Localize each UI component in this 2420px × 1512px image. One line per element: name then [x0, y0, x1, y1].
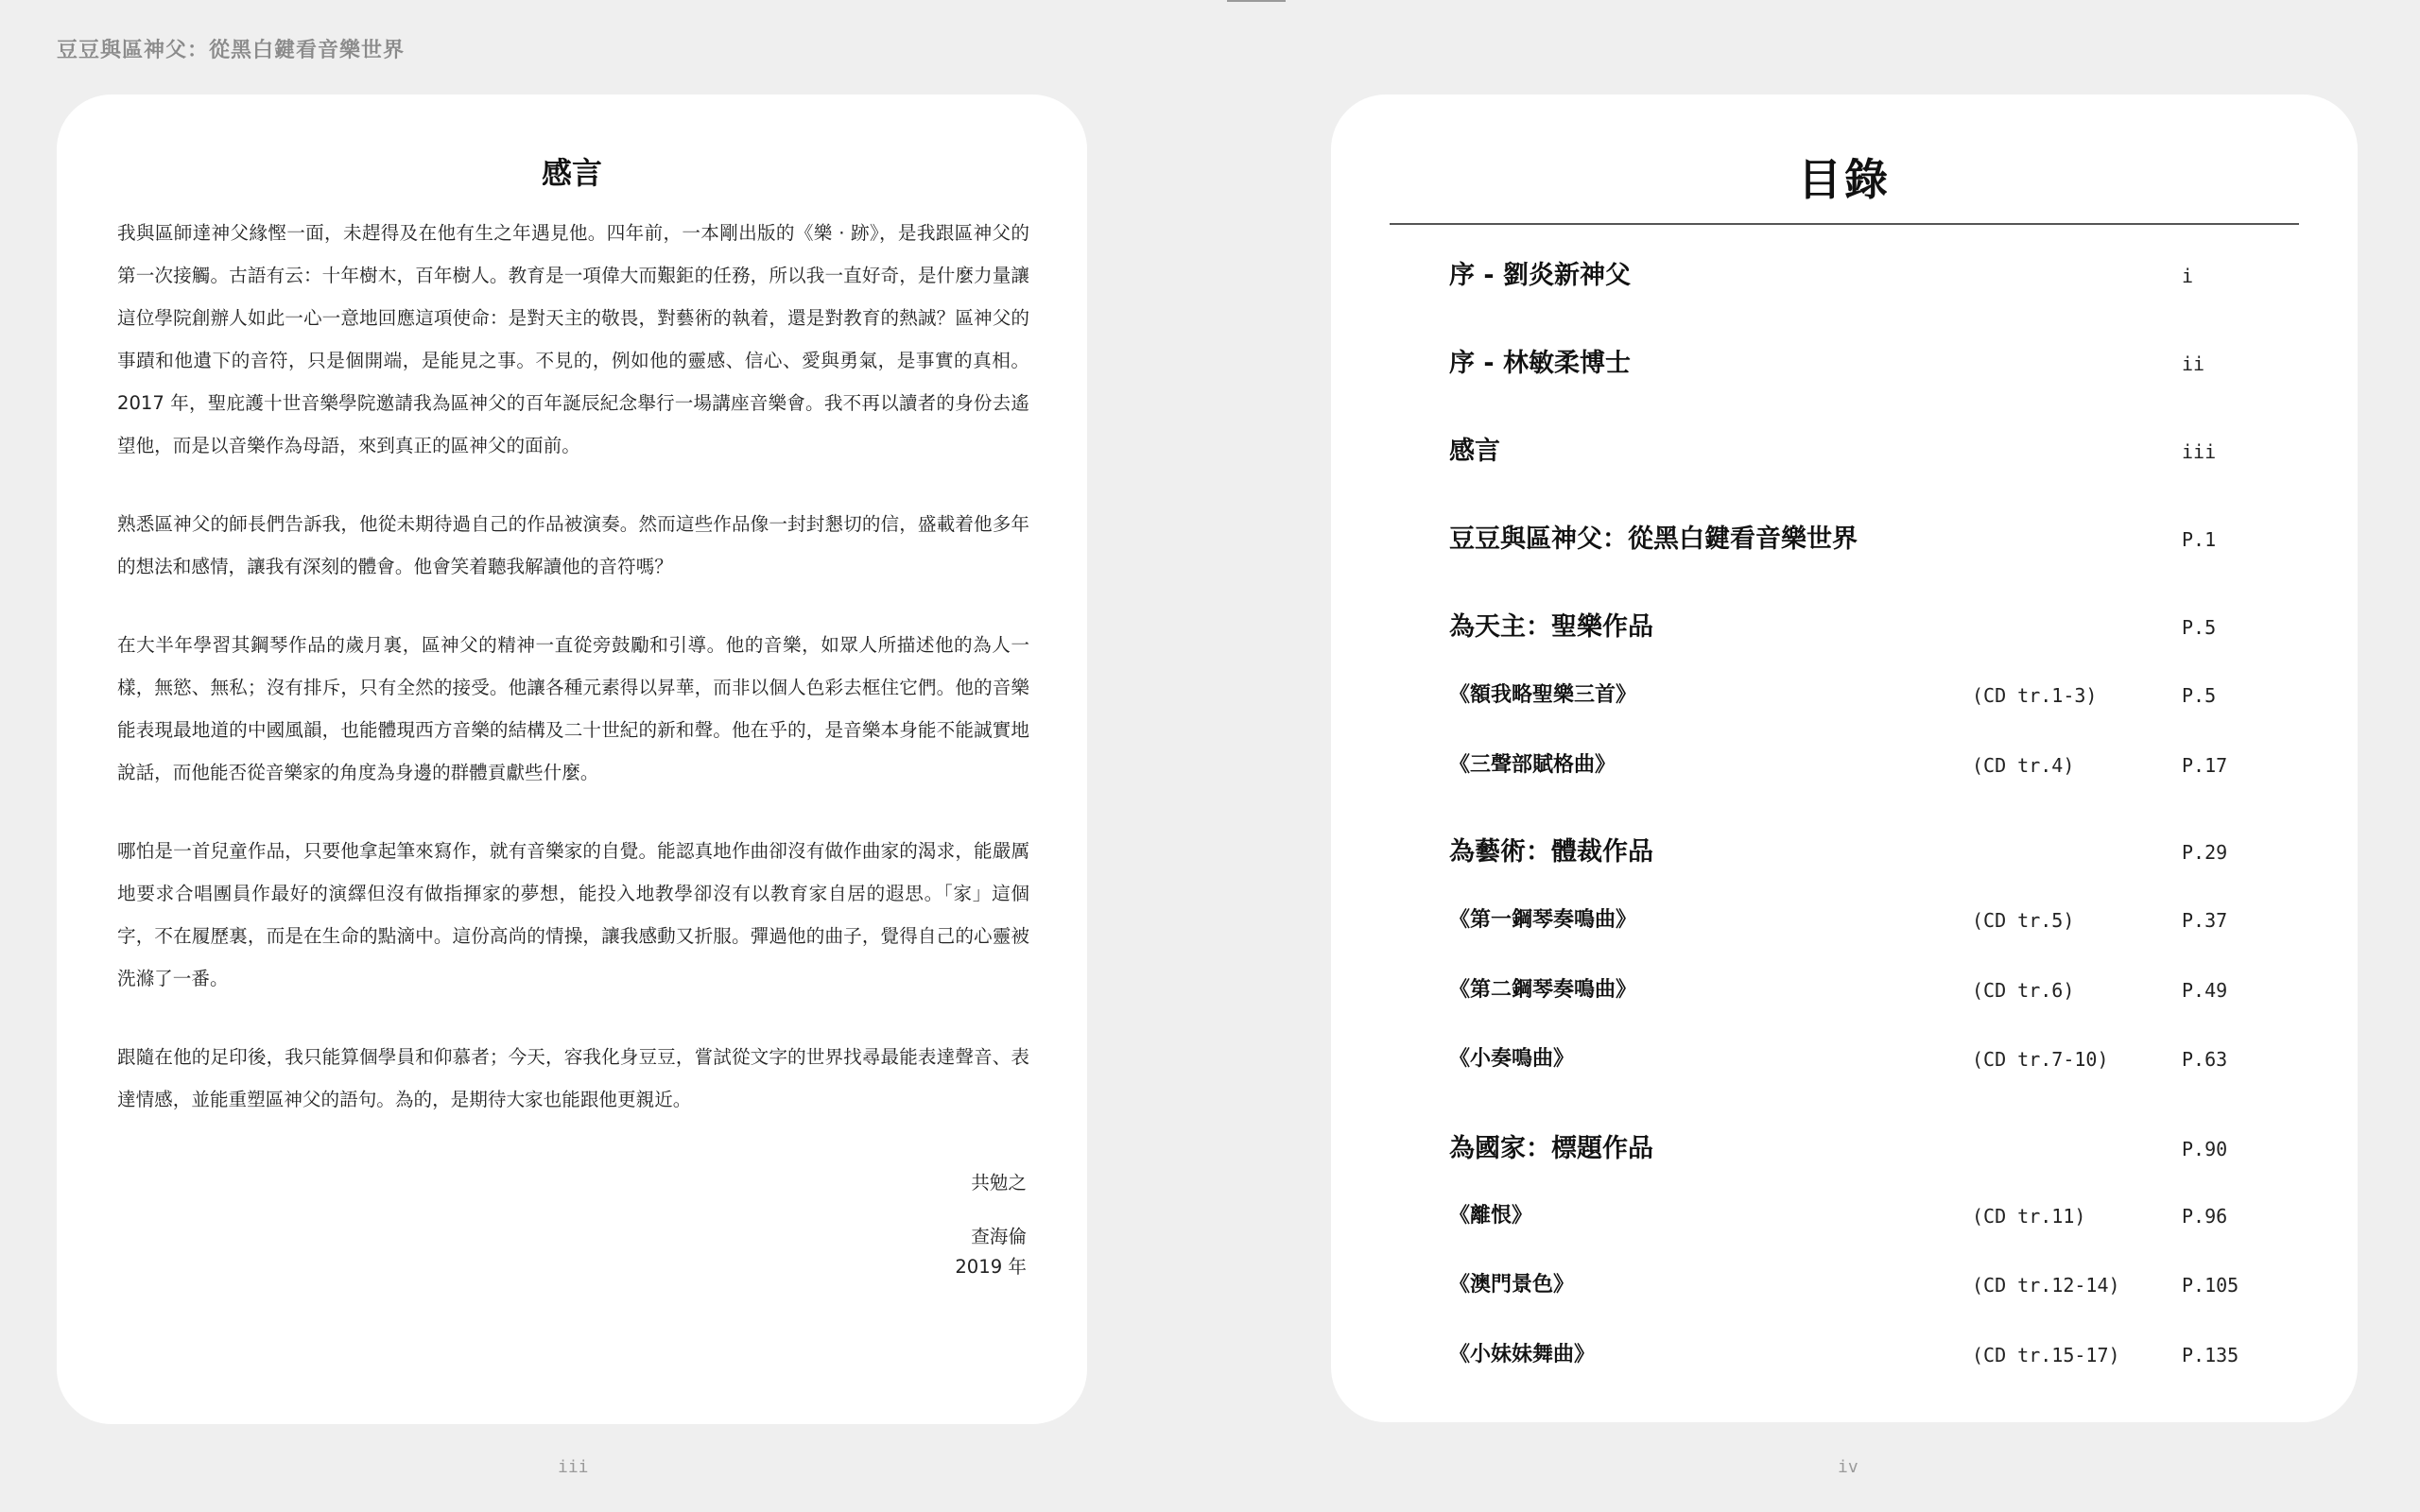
toc-entry — [1449, 1040, 2300, 1078]
toc-page — [1331, 94, 2358, 1422]
toc-entry — [1449, 1266, 2300, 1304]
toc-entry — [1449, 1130, 2300, 1168]
toc-entry — [1449, 257, 2300, 295]
page-number-left: iii — [558, 1457, 589, 1477]
toc-entry-title: 為天主：聖樂作品 — [1449, 612, 1653, 642]
title-divider — [1390, 223, 2299, 225]
toc-entry-title: 豆豆與區神父：從黑白鍵看音樂世界 — [1449, 524, 1858, 554]
toc-entry-title: 《澳門景色》 — [1449, 1273, 1575, 1297]
preface-body — [117, 212, 1029, 1157]
toc-entry — [1449, 433, 2300, 471]
paragraph: 熟悉區神父的師長們告訴我，他從未期待過自己的作品被演奏。然而這些作品像一封封懇切的信，盛載着他多年的想法和感情，讓我有深刻的體會。他會笑着聽我解讀他的音符嗎？ — [117, 513, 1029, 577]
toc-entry — [1449, 345, 2300, 383]
toc-entry-page-number: P.90 — [2182, 1138, 2228, 1160]
author-year: 2019 年 — [955, 1256, 1027, 1278]
page-title: 目錄 — [1798, 154, 1891, 205]
toc-entry-page-number: P.37 — [2182, 909, 2228, 932]
paragraph: 跟隨在他的足印後，我只能算個學員和仰慕者；今天，容我化身豆豆，嘗試從文字的世界找尋最能表達聲音、表達情感，並能重塑區神父的語句。為的，是期待大家也能跟他更親近。 — [117, 1046, 1029, 1110]
toc-entry — [1449, 747, 2300, 784]
toc-entry-page-number: i — [2182, 265, 2194, 287]
toc-entry-page-number: iii — [2182, 440, 2217, 463]
preface-page — [57, 94, 1087, 1424]
toc-entry-page-number: P.49 — [2182, 979, 2228, 1002]
toc-entry-page-number: P.29 — [2182, 841, 2228, 864]
toc-entry-cd-track: (CD tr.6) — [1972, 979, 2075, 1002]
toc-entry-page-number: P.135 — [2182, 1344, 2239, 1366]
toc-entry-title: 《三聲部賦格曲》 — [1449, 753, 1616, 777]
toc-entry-page-number: P.5 — [2182, 616, 2217, 639]
toc-entry-title: 為國家：標題作品 — [1449, 1134, 1653, 1163]
toc-entry-cd-track: (CD tr.7-10) — [1972, 1048, 2109, 1071]
toc-entry-page-number: P.1 — [2182, 528, 2217, 551]
toc-entry-page-number: P.63 — [2182, 1048, 2228, 1071]
toc-entry — [1449, 1197, 2300, 1235]
toc-entry-cd-track: (CD tr.1-3) — [1972, 684, 2098, 707]
toc-entry-title: 《離恨》 — [1449, 1204, 1533, 1228]
toc-entry-page-number: P.96 — [2182, 1205, 2228, 1228]
toc-entry-cd-track: (CD tr.4) — [1972, 754, 2075, 777]
toc-entry-title: 序 - 林敏柔博士 — [1449, 349, 1632, 378]
toc-entry-page-number: P.105 — [2182, 1274, 2239, 1297]
paragraph: 在大半年學習其鋼琴作品的歲月裏，區神父的精神一直從旁鼓勵和引導。他的音樂，如眾人所描述他的為人一樣，無慾、無私；沒有排斥，只有全然的接受。他讓各種元素得以昇華，而非以個人色彩去框住它們。他的音樂能表現最地道的中國風韻，也能體現西方音樂的結構及二十世紀的新和聲。他在乎的，是音樂本身能不能誠實地說話，而他能否從音樂家的角度為身邊的群體貢獻些什麼。 — [117, 634, 1029, 783]
toc-entry-title: 《第二鋼琴奏鳴曲》 — [1449, 978, 1637, 1002]
page-number-right: iv — [1838, 1457, 1858, 1477]
toc-entry-title: 感言 — [1449, 437, 1500, 466]
toc-entry — [1449, 902, 2300, 939]
toc-entry-title: 《額我略聖樂三首》 — [1449, 683, 1637, 707]
toc-entry — [1449, 521, 2300, 558]
top-line — [1227, 0, 1286, 2]
toc-entry — [1449, 833, 2300, 871]
toc-entry-page-number: P.5 — [2182, 684, 2217, 707]
closing-text: 共勉之 — [971, 1172, 1027, 1194]
book-header-title: 豆豆與區神父：從黑白鍵看音樂世界 — [57, 39, 406, 62]
toc-entry-title: 序 - 劉炎新神父 — [1449, 261, 1632, 290]
toc-entry-page-number: P.17 — [2182, 754, 2228, 777]
toc-entry — [1449, 1336, 2300, 1374]
toc-entry-title: 《第一鋼琴奏鳴曲》 — [1449, 908, 1637, 932]
toc-entry-title: 《小奏鳴曲》 — [1449, 1047, 1575, 1071]
toc-entry — [1449, 609, 2300, 646]
toc-entry-title: 為藝術：體裁作品 — [1449, 837, 1653, 867]
page-title: 感言 — [541, 155, 602, 191]
toc-entry-cd-track: (CD tr.15-17) — [1972, 1344, 2120, 1366]
toc-entry-cd-track: (CD tr.11) — [1972, 1205, 2086, 1228]
toc-entry-page-number: ii — [2182, 352, 2205, 375]
toc-entry-cd-track: (CD tr.12-14) — [1972, 1274, 2120, 1297]
toc-entry-cd-track: (CD tr.5) — [1972, 909, 2075, 932]
paragraph: 哪怕是一首兒童作品，只要他拿起筆來寫作，就有音樂家的自覺。能認真地作曲卻沒有做作曲家的渴求，能嚴厲地要求合唱團員作最好的演繹但沒有做指揮家的夢想，能投入地教學卻沒有以教育家自居的遐思。「家」這個字，不在履歷裏，而是在生命的點滴中。這份高尚的情操，讓我感動又折服。彈過他的曲子，覺得自己的心靈被洗滌了一番。 — [117, 840, 1029, 989]
toc-entry — [1449, 971, 2300, 1009]
author-name: 查海倫 — [971, 1226, 1027, 1247]
paragraph: 我與區師達神父緣慳一面，未趕得及在他有生之年遇見他。四年前，一本剛出版的《樂 · 跡》，是我跟區神父的第一次接觸。古語有云：十年樹木，百年樹人。教育是一項偉大而艱鉅的任務，所以我一直好奇，是什麼力量讓這位學院創辦人如此一心一意地回應這項使命：是對天主的敬畏，對藝術的執着，還是對教育的熱誠？區神父的事蹟和他遺下的音符，只是個開端，是能見之事。不見的，例如他的靈感、信心、愛與勇氣，是事實的真相。2017 年，聖庇護十世音樂學院邀請我為區神父的百年誕辰紀念舉行一場講座音樂會。我不再以讀者的身份去遙望他，而是以音樂作為母語，來到真正的區神父的面前。 — [117, 222, 1029, 456]
toc-entry — [1449, 677, 2300, 714]
toc-entry-title: 《小妹妹舞曲》 — [1449, 1343, 1596, 1366]
